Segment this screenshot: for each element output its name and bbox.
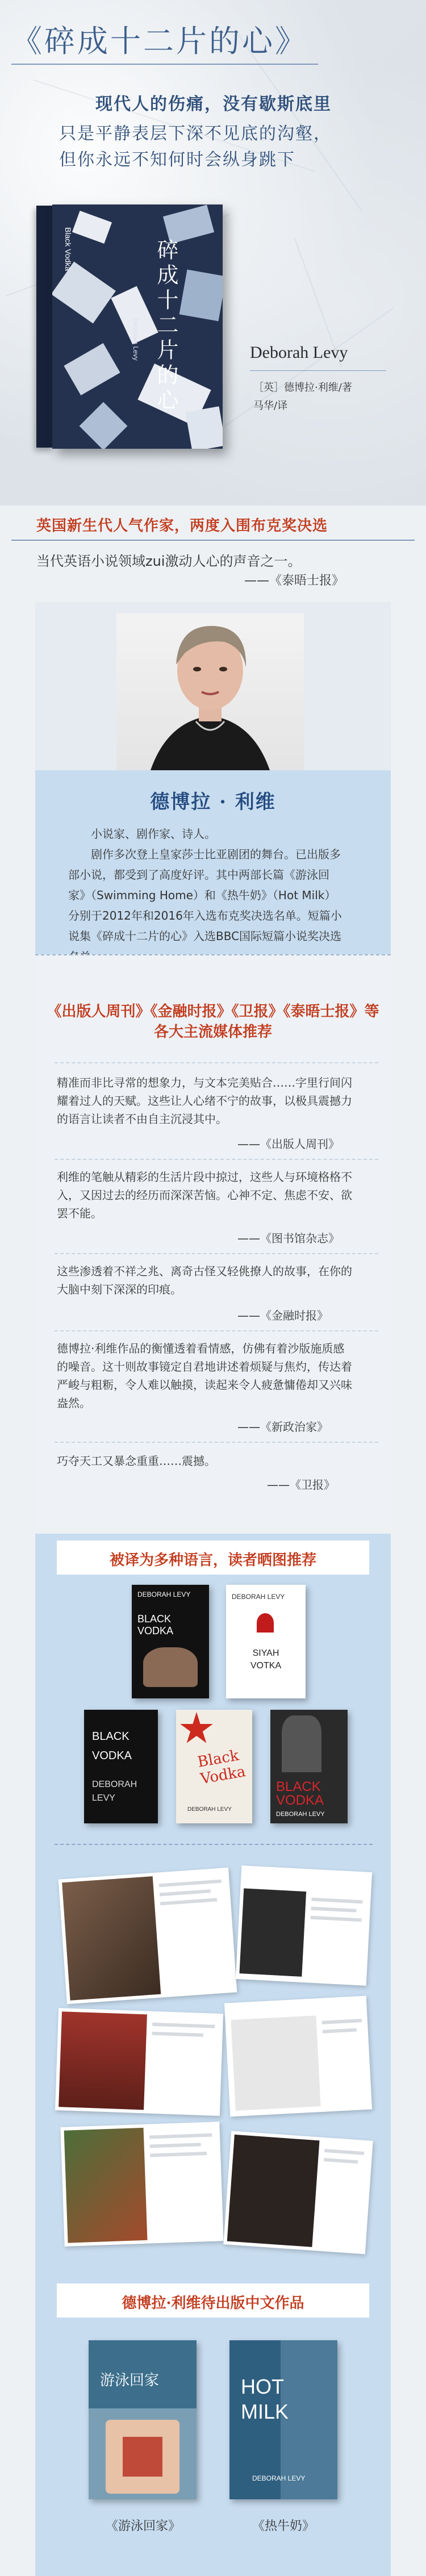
- translations-heading: 被译为多种语言，读者晒图推荐: [57, 1540, 369, 1575]
- book-title: BLACK VODKA: [276, 1779, 324, 1808]
- translator-credit: 马华/译: [253, 400, 288, 412]
- quote-line: 巧夺天工又暴念重重……震撼。: [57, 1454, 216, 1468]
- translated-book-cover: [270, 1710, 348, 1823]
- quote-source: ——《新政治家》: [237, 1420, 328, 1434]
- reader-post: [223, 2131, 373, 2254]
- book-title: 游泳回家: [100, 2372, 160, 2389]
- book-cover: [52, 204, 223, 449]
- book-author: DEBORAH LEVY: [232, 1593, 285, 1601]
- bio-text: [68, 824, 364, 967]
- reader-post: [236, 1865, 372, 1986]
- reader-post: [55, 2008, 223, 2116]
- quote-divider: [55, 1159, 378, 1160]
- book-title: BLACK VODKA: [92, 1730, 132, 1762]
- bio-line: 小说家、剧作家、诗人。: [91, 827, 216, 841]
- quote-line: 精准而非比寻常的想象力，与文本完美贴合……字里行间闪: [57, 1076, 352, 1089]
- tagline-headline: 现代人的伤痛，没有歇斯底里: [95, 94, 332, 114]
- translated-book-cover: [84, 1710, 158, 1823]
- quote-line: 耀着过人的天赋。这些让人心绪不宁的故事，以极具震撼力: [57, 1094, 352, 1108]
- chinese-book-cover: [89, 2340, 197, 2499]
- quote-line: 大脑中刻下深深的印痕。: [57, 1283, 182, 1296]
- chinese-book-cover: [229, 2340, 337, 2499]
- bio-line: 分别于2012年和2016年入选布克奖决选名单。短篇小: [68, 909, 342, 922]
- quote-divider: [55, 1062, 378, 1063]
- bio-line: 家》（Swimming Home）和《热牛奶》（Hot Milk）: [68, 888, 336, 902]
- chinese-editions-heading: 德博拉·利维待出版中文作品: [57, 2283, 369, 2318]
- title-divider: [11, 64, 318, 65]
- quote-line: 这些渗透着不祥之兆、离奇古怪又轻佻撩人的故事，在你的: [57, 1264, 352, 1278]
- book-title: BLACK VODKA: [137, 1613, 174, 1636]
- reader-post: [60, 2122, 223, 2247]
- author-name-english: Deborah Levy: [250, 343, 348, 362]
- media-quote: [57, 1168, 375, 1222]
- quote-line: 的语言让读者不由自主沉浸其中。: [57, 1112, 227, 1126]
- quote-divider: [55, 1442, 378, 1443]
- quote-line: 严峻与粗粝，令人难以触摸，读起来令人疲惫慵倦却又兴味: [57, 1378, 352, 1392]
- bio-name: 德博拉 · 利维: [150, 791, 276, 813]
- quote-divider: [55, 1253, 378, 1254]
- quote-line: 利维的笔触从精彩的生活片段中掠过，这些人与环境格格不: [57, 1170, 352, 1184]
- quote-source: ——《出版人周刊》: [237, 1137, 340, 1151]
- book-author: DEBORAH LEVY: [187, 1806, 232, 1813]
- book-spine: [36, 206, 53, 448]
- translated-book-cover: [132, 1585, 209, 1698]
- reader-post: [224, 1996, 372, 2117]
- quote-line: 罢不能。: [57, 1206, 102, 1220]
- bio-line: 剧作多次登上皇家莎士比亚剧团的舞台。已出版多: [91, 847, 341, 861]
- bio-line: 说集《碎成十二片的心》入选BBC国际短篇小说奖决选: [68, 929, 342, 943]
- author-divider: [250, 370, 386, 371]
- section-divider: [55, 1844, 373, 1845]
- praise-text: 当代英语小说领域zui激动人心的声音之一。: [36, 553, 302, 569]
- reader-post: [59, 1868, 237, 2004]
- media-quote: [57, 1452, 375, 1470]
- media-heading-line-2: 各大主流媒体推荐: [153, 1024, 272, 1041]
- media-heading-line-1: 《出版人周刊》《金融时报》《卫报》《泰晤士报》等: [47, 1003, 379, 1020]
- tagline-line-2: 但你永远不知何时会纵身跳下: [59, 150, 295, 170]
- quote-line: 入，又因过去的经历而深深苦恼。心神不定、焦虑不安、欲: [57, 1188, 352, 1202]
- book-title: SIYAH VOTKA: [250, 1648, 282, 1671]
- cover-title: 碎成十二片的心: [153, 239, 178, 414]
- bio-line: 部小说，都受到了高度好评。其中两部长篇《游泳回: [68, 868, 329, 882]
- quote-line: 盎然。: [57, 1396, 91, 1410]
- cover-small-title: Black Vodka: [64, 227, 73, 272]
- quote-divider: [55, 1330, 378, 1331]
- media-quote: [57, 1262, 375, 1299]
- quote-source: ——《卫报》: [267, 1478, 335, 1492]
- media-quote: [57, 1074, 375, 1128]
- author-credit: ［英］德博拉·利维/著: [253, 382, 352, 394]
- finalist-divider: [11, 540, 415, 541]
- finalist-banner: 英国新生代人气作家，两度入围布克奖决选: [36, 517, 328, 535]
- quote-line: 德博拉·利维作品的衡懂透着看情感，仿佛有着沙版施质感: [57, 1342, 345, 1355]
- book-caption: 《热牛奶》: [252, 2519, 315, 2533]
- book-caption: 《游泳回家》: [106, 2519, 181, 2533]
- author-photo: [116, 613, 304, 770]
- book-author: DEBORAH LEVY: [252, 2474, 306, 2482]
- quote-source: ——《图书馆杂志》: [237, 1231, 340, 1245]
- translated-book-cover: [226, 1585, 306, 1698]
- book-author: DEBORAH LEVY: [276, 1811, 325, 1818]
- tagline-line-1: 只是平静表层下深不见底的沟壑，: [59, 124, 332, 144]
- book-title: Black Vodka: [196, 1747, 247, 1788]
- book-title: HOT MILK: [241, 2375, 289, 2423]
- translated-book-cover: [176, 1710, 252, 1823]
- quote-line: 的噪音。这十则故事镜定自君地讲述着烦疑与焦灼，传达着: [57, 1360, 352, 1373]
- media-quote: [57, 1339, 375, 1412]
- book-author: DEBORAH LEVY: [137, 1590, 191, 1598]
- page-title: 《碎成十二片的心》: [11, 23, 308, 59]
- praise-source: ——《泰晤士报》: [244, 574, 345, 588]
- quote-source: ——《金融时报》: [237, 1309, 328, 1322]
- book-author: DEBORAH LEVY: [92, 1780, 137, 1803]
- cover-small-author: Deborah Levy: [132, 318, 140, 361]
